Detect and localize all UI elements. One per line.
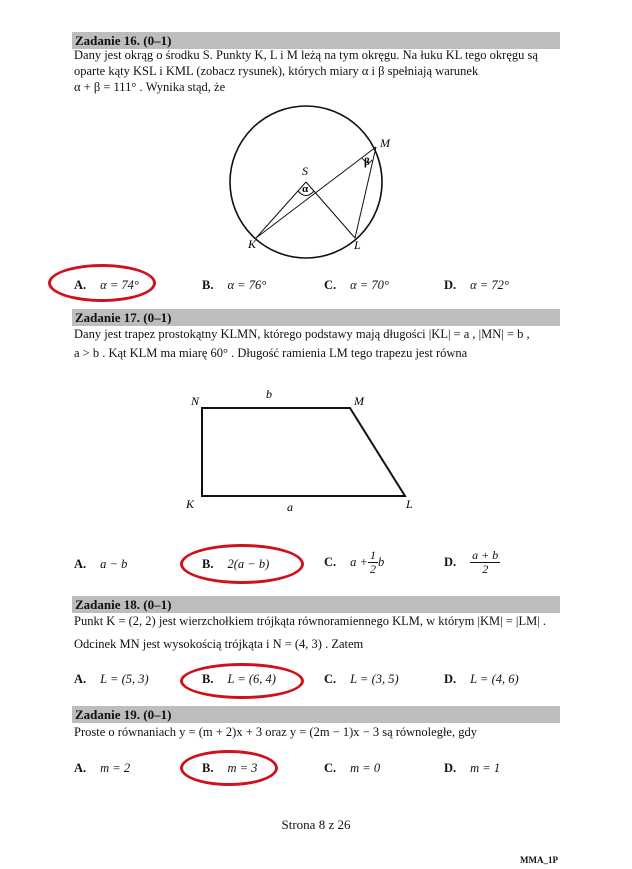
label-S: S [302, 164, 308, 178]
task16-text-line1: Dany jest okrąg o środku S. Punkty K, L i M leżą na tym okręgu. Na łuku KL tego okręgu są [74, 48, 538, 62]
label-L: L [354, 238, 361, 252]
page-number: Strona 8 z 26 [281, 817, 351, 832]
task19-answer-A[interactable]: A. m = 2 [74, 761, 131, 775]
exam-code: MMA_1P [520, 855, 558, 865]
label-beta: β [364, 156, 370, 168]
task18-header: Zadanie 18. (0–1) [72, 596, 560, 613]
label-L: L [406, 497, 413, 511]
task18-text-line1: Punkt K = (2, 2) jest wierzchołkiem trójkąta równoramiennego KLM, w którym |KM| = |LM| . [74, 614, 546, 628]
task17-answer-D[interactable]: D. $\frac{a + b}{2}$ [444, 548, 499, 576]
task17-text-line2: a > b . Kąt KLM ma miarę 60° . Długość ramienia LM tego trapezu jest równa [74, 346, 468, 360]
label-a: a [287, 500, 293, 514]
label-K: K [248, 237, 257, 251]
task19-text-line1: Proste o równaniach y = (m + 2)x + 3 oraz y = (2m − 1)x − 3 są równoległe, gdy [74, 725, 477, 739]
task19-header: Zadanie 19. (0–1) [72, 706, 560, 723]
task16-text-line3: α + β = 111° . Wynika stąd, że [74, 80, 226, 94]
task17-text-line1: Dany jest trapez prostokątny KLMN, którego podstawy mają długości |KL| = a , |MN| = b , [74, 327, 530, 341]
task18-answer-C[interactable]: C. L = (3, 5) [324, 672, 399, 686]
task17-answer-B[interactable]: B. 2(a − b) [202, 557, 270, 571]
task16-text-line2: oparte kąty KSL i KML (zobacz rysunek), których miary α i β spełniają warunek [74, 64, 479, 78]
task17-answer-C[interactable]: C. a + $\frac{1}{2}$ b [324, 548, 385, 576]
label-b: b [266, 387, 272, 401]
task16-answer-B[interactable]: B. α = 76° [202, 278, 267, 292]
task16-answer-A[interactable]: A. α = 74° [74, 278, 139, 292]
trapezoid-KLMN [202, 408, 405, 496]
task19-answer-C[interactable]: C. m = 0 [324, 761, 381, 775]
task18-answer-B[interactable]: B. L = (6, 4) [202, 672, 276, 686]
task19-answer-B[interactable]: B. m = 3 [202, 761, 258, 775]
label-M: M [380, 136, 390, 150]
task16-header: Zadanie 16. (0–1) [72, 32, 560, 49]
task17-answer-A[interactable]: A. a − b [74, 557, 128, 571]
task18-text-line2: Odcinek MN jest wysokością trójkąta i N = (4, 3) . Zatem [74, 637, 364, 651]
task17-header: Zadanie 17. (0–1) [72, 309, 560, 326]
label-K: K [186, 497, 195, 511]
label-M: M [354, 394, 364, 408]
task16-answer-D[interactable]: D. α = 72° [444, 278, 509, 292]
task16-answer-C[interactable]: C. α = 70° [324, 278, 389, 292]
label-alpha: α [302, 183, 309, 195]
label-N: N [191, 394, 200, 408]
task18-answer-D[interactable]: D. L = (4, 6) [444, 672, 519, 686]
task18-answer-A[interactable]: A. L = (5, 3) [74, 672, 149, 686]
task19-answer-D[interactable]: D. m = 1 [444, 761, 501, 775]
